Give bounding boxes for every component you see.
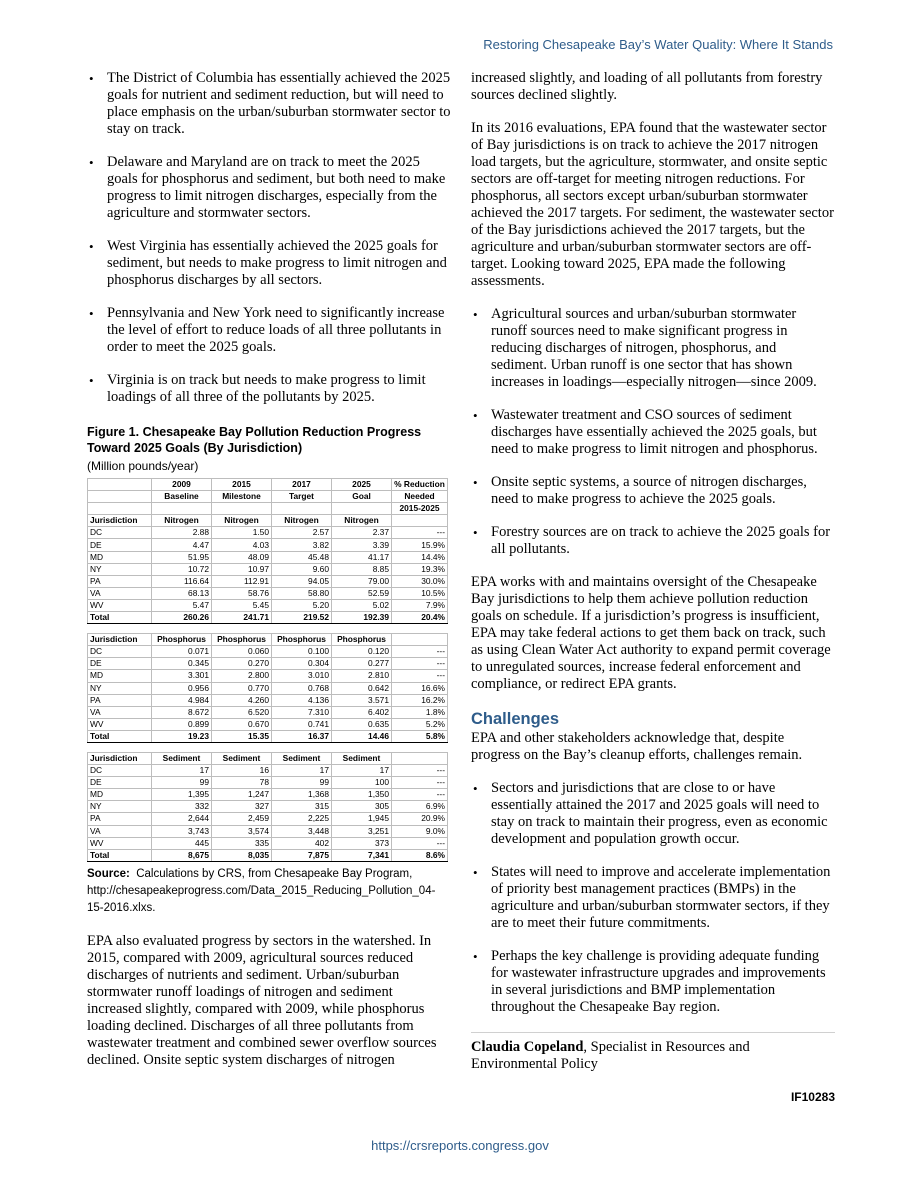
table-row <box>88 527 448 539</box>
table-cell: 2,225 <box>272 813 332 825</box>
table-cell: 8.672 <box>152 706 212 718</box>
table-cell: 5.47 <box>152 599 212 611</box>
table-cell: 0.277 <box>332 658 392 670</box>
list-item <box>471 474 835 508</box>
table-cell: Jurisdiction <box>88 634 152 646</box>
list-item <box>471 780 835 848</box>
left-bullet-list <box>87 70 451 406</box>
table-cell <box>152 503 212 515</box>
table-cell: 68.13 <box>152 587 212 599</box>
table-row <box>88 682 448 694</box>
table-cell: 7,875 <box>272 849 332 861</box>
table-cell: 4.136 <box>272 694 332 706</box>
table-cell: 9.60 <box>272 563 332 575</box>
table-cell: Jurisdiction <box>88 752 152 764</box>
bullet-icon: • <box>89 239 94 254</box>
table-cell: 305 <box>332 801 392 813</box>
table-cell: 16.6% <box>392 682 448 694</box>
table-cell: 116.64 <box>152 575 212 587</box>
bullet-icon: • <box>89 373 94 388</box>
table-row <box>88 658 448 670</box>
table-cell: 241.71 <box>212 612 272 624</box>
table-cell: --- <box>392 658 448 670</box>
author-title: , Specialist in Resources and Environmental Policy <box>471 1039 750 1072</box>
table-spacer-cell <box>392 624 448 634</box>
table-cell: Total <box>88 849 152 861</box>
table-cell: 4.984 <box>152 694 212 706</box>
table-cell: 14.46 <box>332 730 392 742</box>
table-row <box>88 718 448 730</box>
table-cell: 99 <box>152 777 212 789</box>
table-cell: 335 <box>212 837 272 849</box>
table-row <box>88 765 448 777</box>
table-cell: DE <box>88 658 152 670</box>
table-cell: DC <box>88 646 152 658</box>
bullet-icon: • <box>473 865 478 880</box>
table-cell: 0.120 <box>332 646 392 658</box>
table-row <box>88 801 448 813</box>
table-cell: MD <box>88 670 152 682</box>
table-total-row <box>88 849 448 861</box>
table-cell: 16 <box>212 765 272 777</box>
table-cell: 8,035 <box>212 849 272 861</box>
report-id: IF10283 <box>790 1090 835 1104</box>
bullet-icon: • <box>473 525 478 540</box>
table-cell: 3.82 <box>272 539 332 551</box>
table-cell: Phosphorus <box>152 634 212 646</box>
table-cell: 445 <box>152 837 212 849</box>
table-cell: 0.899 <box>152 718 212 730</box>
table-cell: Target <box>272 491 332 503</box>
table-cell: 20.9% <box>392 813 448 825</box>
table-cell: 0.270 <box>212 658 272 670</box>
table-cell: 219.52 <box>272 612 332 624</box>
table-cell: Goal <box>332 491 392 503</box>
table-row <box>88 813 448 825</box>
table-cell: Sediment <box>332 752 392 764</box>
table-cell: 0.345 <box>152 658 212 670</box>
bullet-icon: • <box>473 781 478 796</box>
table-cell: 2015 <box>212 479 272 491</box>
table-cell: PA <box>88 694 152 706</box>
list-item <box>87 70 451 138</box>
table-cell: 3.39 <box>332 539 392 551</box>
table-cell: WV <box>88 599 152 611</box>
table-cell: 2025 <box>332 479 392 491</box>
table-cell: PA <box>88 813 152 825</box>
table-section-header <box>88 752 448 764</box>
author-name: Claudia Copeland <box>471 1039 584 1055</box>
table-cell <box>88 503 152 515</box>
table-cell: 1.8% <box>392 706 448 718</box>
table-cell: Total <box>88 612 152 624</box>
list-item <box>471 306 835 391</box>
table-cell <box>212 503 272 515</box>
table-cell: 45.48 <box>272 551 332 563</box>
table-cell: Total <box>88 730 152 742</box>
list-item <box>471 948 835 1016</box>
table-cell: 2017 <box>272 479 332 491</box>
footer-link[interactable]: https://crsreports.congress.gov <box>371 1138 549 1153</box>
table-cell: WV <box>88 837 152 849</box>
table-cell: 2.810 <box>332 670 392 682</box>
table-cell: 48.09 <box>212 551 272 563</box>
table-cell: 0.635 <box>332 718 392 730</box>
table-cell: NY <box>88 801 152 813</box>
table-cell: DC <box>88 765 152 777</box>
table-total-row <box>88 730 448 742</box>
table-cell: --- <box>392 527 448 539</box>
challenges-intro: EPA and other stakeholders acknowledge that, despite progress on the Bay’s cleanup efforts, challenges remain. <box>471 730 803 763</box>
table-cell: PA <box>88 575 152 587</box>
table-cell: DC <box>88 527 152 539</box>
table-cell: 0.956 <box>152 682 212 694</box>
bullet-text: Onsite septic systems, a source of nitrogen discharges, need to make progress to achieve the 2025 goals. <box>491 474 807 507</box>
table-cell: 192.39 <box>332 612 392 624</box>
table-cell: 8.85 <box>332 563 392 575</box>
challenges-heading: Challenges <box>471 710 560 728</box>
table-cell: 7.9% <box>392 599 448 611</box>
table-cell: 2,459 <box>212 813 272 825</box>
table-cell: 30.0% <box>392 575 448 587</box>
table-cell: --- <box>392 670 448 682</box>
table-cell: 0.670 <box>212 718 272 730</box>
table-cell: 9.0% <box>392 825 448 837</box>
table-cell: Sediment <box>212 752 272 764</box>
bullet-icon: • <box>89 155 94 170</box>
bullet-text: The District of Columbia has essentially achieved the 2025 goals for nutrient and sediment reduction, but will need to place emphasis on the urban/suburban stormwater sector to stay on track. <box>107 70 451 137</box>
table-row <box>88 599 448 611</box>
table-cell: Needed <box>392 491 448 503</box>
table-cell: 20.4% <box>392 612 448 624</box>
bullet-text: Pennsylvania and New York need to significantly increase the level of effort to reduce loads of all three pollutants in order to meet the 2025 goals. <box>107 305 445 355</box>
table-cell: 2009 <box>152 479 212 491</box>
table-row <box>88 694 448 706</box>
table-cell <box>392 752 448 764</box>
table-cell <box>392 634 448 646</box>
bullet-icon: • <box>89 306 94 321</box>
table-cell: Nitrogen <box>152 515 212 527</box>
table-row <box>88 825 448 837</box>
table-cell: 2.37 <box>332 527 392 539</box>
table-row <box>88 706 448 718</box>
table-cell: 327 <box>212 801 272 813</box>
table-cell: NY <box>88 563 152 575</box>
list-item <box>87 238 451 289</box>
table-cell: 3.301 <box>152 670 212 682</box>
table-spacer-cell <box>272 624 332 634</box>
sector-progress-paragraph: EPA also evaluated progress by sectors in the watershed. In 2015, compared with 2009, agricultural sources reduced discharges of nutrients and sediment. Urban/suburban stormwater runoff loadings of nitrogen and sediment increased slightly, compared with 2009, while phosphorus loading declined. Discharges of all three pollutants from wastewater treatment and combined sewer overflow sources declined. Onsite septic system discharges of nitrogen <box>87 932 437 1068</box>
table-cell: 99 <box>272 777 332 789</box>
table-cell: 3,743 <box>152 825 212 837</box>
table-cell: 94.05 <box>272 575 332 587</box>
table-cell: 0.304 <box>272 658 332 670</box>
table-cell <box>88 491 152 503</box>
table-cell: 7,341 <box>332 849 392 861</box>
table-cell: 6.402 <box>332 706 392 718</box>
table-cell: 373 <box>332 837 392 849</box>
table-row <box>88 575 448 587</box>
table-cell: --- <box>392 837 448 849</box>
table-cell: VA <box>88 706 152 718</box>
table-cell: 1,395 <box>152 789 212 801</box>
table-cell: --- <box>392 765 448 777</box>
table-row <box>88 670 448 682</box>
author-block <box>471 1039 835 1073</box>
table-cell: 17 <box>332 765 392 777</box>
table-cell: DE <box>88 777 152 789</box>
oversight-paragraph: EPA works with and maintains oversight of the Chesapeake Bay jurisdictions to help them achieve pollution reduction goals on schedule. If a jurisdiction’s progress is insufficient, EPA may take federal actions to get them back on track, such as using Clean Water Act authority to expand permit coverage to unregulated sources, increase federal enforcement and compliance, or redirect EPA grants. <box>471 574 831 692</box>
table-cell: DE <box>88 539 152 551</box>
table-cell: 6.9% <box>392 801 448 813</box>
bullet-text: Perhaps the key challenge is providing adequate funding for wastewater infrastructure upgrades and improvements in several jurisdictions and BMP implementation throughout the Chesapeake Bay region. <box>491 948 826 1015</box>
table-header-row <box>88 479 448 491</box>
table-cell: VA <box>88 587 152 599</box>
table-cell: Phosphorus <box>272 634 332 646</box>
table-cell: 1,945 <box>332 813 392 825</box>
table-cell: 79.00 <box>332 575 392 587</box>
table-cell: 78 <box>212 777 272 789</box>
table-cell: 16.37 <box>272 730 332 742</box>
table-cell: 41.17 <box>332 551 392 563</box>
right-column <box>471 70 835 1106</box>
list-item <box>87 154 451 222</box>
table-cell <box>332 503 392 515</box>
bullet-icon: • <box>89 71 94 86</box>
table-cell: 8,675 <box>152 849 212 861</box>
table-cell: 1,368 <box>272 789 332 801</box>
challenges-bullet-list <box>471 780 835 1016</box>
list-item <box>87 305 451 356</box>
table-cell: 2.800 <box>212 670 272 682</box>
pollution-table <box>87 478 448 862</box>
table-cell: 0.060 <box>212 646 272 658</box>
list-item <box>471 864 835 932</box>
table-cell: Baseline <box>152 491 212 503</box>
table-cell: Phosphorus <box>212 634 272 646</box>
table-cell: --- <box>392 777 448 789</box>
table-cell: 5.8% <box>392 730 448 742</box>
table-row <box>88 539 448 551</box>
table-cell: Nitrogen <box>272 515 332 527</box>
figure-units: (Million pounds/year) <box>87 459 199 473</box>
table-cell <box>88 479 152 491</box>
table-cell: 52.59 <box>332 587 392 599</box>
table-cell: 3,448 <box>272 825 332 837</box>
table-cell: 0.100 <box>272 646 332 658</box>
table-spacer-row <box>88 742 448 752</box>
table-cell: --- <box>392 646 448 658</box>
table-cell: WV <box>88 718 152 730</box>
table-cell: % Reduction <box>392 479 448 491</box>
table-cell: 402 <box>272 837 332 849</box>
table-cell: 17 <box>272 765 332 777</box>
table-cell: 2.88 <box>152 527 212 539</box>
bullet-text: Sectors and jurisdictions that are close to or have essentially attained the 2017 and 2025 goals will need to stay on track to maintain their progress, even as economic development and population growth occur. <box>491 780 828 847</box>
table-cell: 16.2% <box>392 694 448 706</box>
table-cell: 2.57 <box>272 527 332 539</box>
table-row <box>88 789 448 801</box>
table-cell: 5.2% <box>392 718 448 730</box>
table-cell: Phosphorus <box>332 634 392 646</box>
table-cell: 260.26 <box>152 612 212 624</box>
list-item <box>471 524 835 558</box>
table-total-row <box>88 612 448 624</box>
table-cell: 19.23 <box>152 730 212 742</box>
bullet-icon: • <box>473 408 478 423</box>
left-column <box>87 70 451 1085</box>
table-cell: Sediment <box>272 752 332 764</box>
bullet-icon: • <box>473 307 478 322</box>
paragraph-continued: increased slightly, and loading of all pollutants from forestry sources declined slightly. <box>471 70 823 103</box>
table-spacer-cell <box>212 624 272 634</box>
table-cell: 10.72 <box>152 563 212 575</box>
bullet-text: Wastewater treatment and CSO sources of sediment discharges have essentially achieved the 2025 goals, but need to make progress to limit nitrogen and phosphorus. <box>491 407 818 457</box>
table-cell: 4.260 <box>212 694 272 706</box>
figure-title: Figure 1. Chesapeake Bay Pollution Reduction Progress Toward 2025 Goals (By Jurisdiction) <box>87 425 422 455</box>
table-cell: 2,644 <box>152 813 212 825</box>
table-cell <box>272 503 332 515</box>
table-cell: 19.3% <box>392 563 448 575</box>
table-cell: Milestone <box>212 491 272 503</box>
table-cell: VA <box>88 825 152 837</box>
list-item <box>471 407 835 458</box>
table-spacer-cell <box>88 624 152 634</box>
evaluation-paragraph: In its 2016 evaluations, EPA found that the wastewater sector of Bay jurisdictions is on track to achieve the 2017 nitrogen load targets, but the agriculture, stormwater, and onsite septic sectors are off-target for meeting nitrogen reductions. For phosphorus, all sectors except urban/suburban stormwater achieved the 2017 targets. For sediment, the wastewater sector of the Bay jurisdictions achieved the 2017 targets, but the agriculture and urban/suburban stormwater sectors are off-target. Looking toward 2025, EPA made the following assessments. <box>471 120 834 289</box>
table-cell: 315 <box>272 801 332 813</box>
table-header-row <box>88 503 448 515</box>
table-cell: 4.47 <box>152 539 212 551</box>
figure-source <box>87 866 451 917</box>
table-cell: 0.071 <box>152 646 212 658</box>
table-cell: 10.97 <box>212 563 272 575</box>
table-cell: 1,247 <box>212 789 272 801</box>
table-cell: 0.770 <box>212 682 272 694</box>
source-text: Calculations by CRS, from Chesapeake Bay Program, http://chesapeakeprogress.com/Data_2015_Reducing_Pollution_04-15-2016.xlxs. <box>87 867 436 914</box>
table-cell: 2015-2025 <box>392 503 448 515</box>
table-spacer-cell <box>152 624 212 634</box>
table-spacer-cell <box>152 742 212 752</box>
source-label: Source: <box>87 867 130 880</box>
table-cell: 5.02 <box>332 599 392 611</box>
table-cell: 15.9% <box>392 539 448 551</box>
table-cell: MD <box>88 789 152 801</box>
table-cell: 7.310 <box>272 706 332 718</box>
table-spacer-cell <box>332 742 392 752</box>
bullet-text: Virginia is on track but needs to make progress to limit loadings of all three of the pollutants by 2025. <box>107 372 426 405</box>
bullet-text: Agricultural sources and urban/suburban stormwater runoff sources need to make significant progress in reducing discharges of nitrogen, phosphorus, and sediment. Urban runoff is one sector that has shown increases in loadings—especially nitrogen—since 2009. <box>491 306 817 390</box>
table-cell: 1.50 <box>212 527 272 539</box>
table-cell: 3,251 <box>332 825 392 837</box>
table-spacer-cell <box>88 742 152 752</box>
table-cell: Nitrogen <box>332 515 392 527</box>
table-section-header <box>88 634 448 646</box>
bullet-text: Delaware and Maryland are on track to meet the 2025 goals for phosphorus and sediment, but both need to make progress to limit nitrogen discharges, especially from the agriculture and stormwater sectors. <box>107 154 446 221</box>
table-spacer-row <box>88 624 448 634</box>
table-spacer-cell <box>212 742 272 752</box>
table-cell: 14.4% <box>392 551 448 563</box>
author-divider <box>471 1032 835 1033</box>
table-cell: 0.768 <box>272 682 332 694</box>
table-cell: 5.20 <box>272 599 332 611</box>
table-cell: 10.5% <box>392 587 448 599</box>
table-cell: 5.45 <box>212 599 272 611</box>
table-cell: Nitrogen <box>212 515 272 527</box>
table-cell: 58.76 <box>212 587 272 599</box>
table-cell: 3,574 <box>212 825 272 837</box>
table-cell: 3.010 <box>272 670 332 682</box>
bullet-text: States will need to improve and accelerate implementation of priority best management practices (BMPs) in the agriculture and urban/suburban stormwater sectors, if they are to meet their future commitments. <box>491 864 831 931</box>
sector-bullet-list <box>471 306 835 558</box>
table-cell: --- <box>392 789 448 801</box>
table-cell: 58.80 <box>272 587 332 599</box>
table-spacer-cell <box>392 742 448 752</box>
table-cell: Sediment <box>152 752 212 764</box>
table-cell: 17 <box>152 765 212 777</box>
table-cell: 1,350 <box>332 789 392 801</box>
bullet-icon: • <box>473 949 478 964</box>
table-row <box>88 646 448 658</box>
table-row <box>88 551 448 563</box>
table-row <box>88 563 448 575</box>
table-cell <box>392 515 448 527</box>
table-cell: 0.741 <box>272 718 332 730</box>
bullet-text: West Virginia has essentially achieved the 2025 goals for sediment, but needs to make progress to limit nitrogen and phosphorus discharges by all sectors. <box>107 238 447 288</box>
table-cell: MD <box>88 551 152 563</box>
table-spacer-cell <box>332 624 392 634</box>
table-row <box>88 837 448 849</box>
table-row <box>88 587 448 599</box>
bullet-icon: • <box>473 475 478 490</box>
table-cell: 3.571 <box>332 694 392 706</box>
table-cell: 100 <box>332 777 392 789</box>
table-cell: 8.6% <box>392 849 448 861</box>
table-cell: Jurisdiction <box>88 515 152 527</box>
running-header: Restoring Chesapeake Bay’s Water Quality: Where It Stands <box>483 37 833 52</box>
table-spacer-cell <box>272 742 332 752</box>
bullet-text: Forestry sources are on track to achieve the 2025 goals for all pollutants. <box>491 524 831 557</box>
table-row <box>88 777 448 789</box>
table-cell: 0.642 <box>332 682 392 694</box>
table-cell: 51.95 <box>152 551 212 563</box>
table-cell: 112.91 <box>212 575 272 587</box>
list-item <box>87 372 451 406</box>
table-section-header <box>88 515 448 527</box>
table-cell: 6.520 <box>212 706 272 718</box>
table-cell: 4.03 <box>212 539 272 551</box>
table-header-row <box>88 491 448 503</box>
table-cell: 15.35 <box>212 730 272 742</box>
table-cell: NY <box>88 682 152 694</box>
table-cell: 332 <box>152 801 212 813</box>
